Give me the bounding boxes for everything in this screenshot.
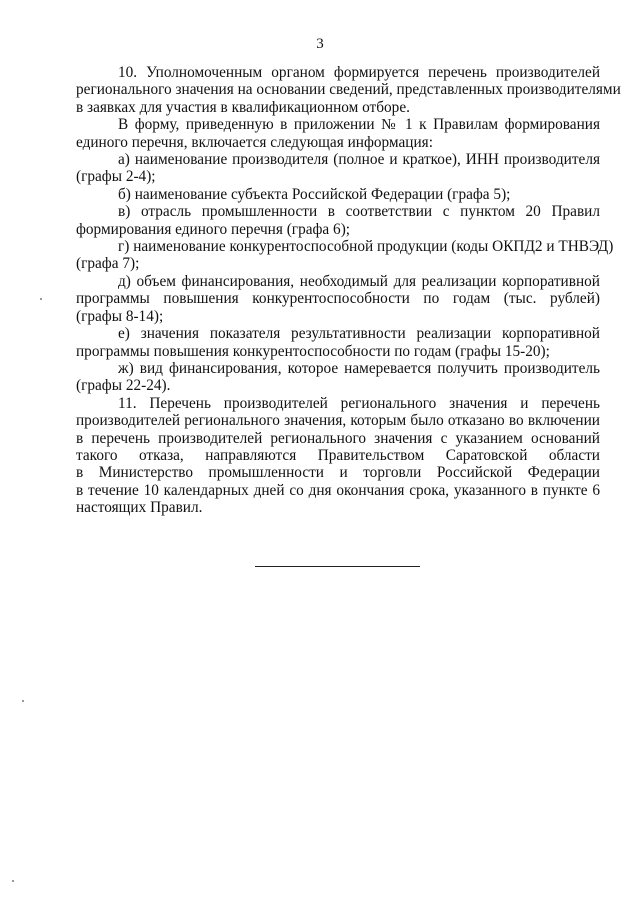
paragraph	[76, 325, 600, 360]
scan-mark	[40, 298, 42, 300]
text-line: программы повышения конкурентоспособности по годам (графы 15-20);	[76, 342, 550, 360]
text-line: в) отрасль промышленности в соответствии с пунктом 20 Правил	[118, 203, 600, 221]
paragraph	[76, 116, 600, 151]
paragraph	[76, 64, 621, 116]
text-line: (графа 7);	[76, 255, 140, 273]
scan-mark	[12, 880, 14, 882]
text-line: формирования единого перечня (графа 6);	[76, 220, 351, 238]
text-line: единого перечня, включается следующая информация:	[76, 133, 433, 151]
paragraph	[76, 360, 600, 395]
text-line: а) наименование производителя (полное и краткое), ИНН производителя	[118, 151, 600, 169]
text-line: 11. Перечень производителей регионального значения и перечень	[118, 394, 600, 412]
paragraph	[76, 151, 600, 186]
text-line: (графы 2-4);	[76, 168, 156, 186]
text-line: программы повышения конкурентоспособности по годам (тыс. рублей)	[76, 290, 600, 308]
text-line: в заявках для участия в квалификационном отборе.	[76, 98, 410, 116]
text-line: В форму, приведенную в приложении № 1 к Правилам формирования	[118, 116, 600, 134]
text-line: (графы 22-24).	[76, 377, 171, 395]
page-number: 3	[316, 36, 324, 52]
text-line: г) наименование конкурентоспособной продукции (коды ОКПД2 и ТНВЭД)	[118, 238, 614, 256]
document-body	[76, 64, 621, 517]
text-line: б) наименование субъекта Российской Федерации (графа 5);	[118, 185, 511, 203]
end-separator-line	[255, 566, 420, 567]
text-line: (графы 8-14);	[76, 307, 164, 325]
scan-mark	[22, 700, 24, 702]
paragraph	[76, 273, 600, 325]
text-line: д) объем финансирования, необходимый для реализации корпоративной	[118, 272, 600, 290]
paragraph	[76, 395, 600, 517]
paragraph	[76, 238, 614, 273]
text-line: в перечень производителей регионального значения с указанием оснований	[76, 429, 600, 447]
paragraph	[76, 203, 600, 238]
text-line: в течение 10 календарных дней со дня окончания срока, указанного в пункте 6	[76, 481, 600, 499]
text-line: настоящих Правил.	[76, 499, 203, 517]
paragraph	[76, 186, 600, 203]
text-line: производителей регионального значения, которым было отказано во включении	[76, 412, 600, 430]
text-line: 10. Уполномоченным органом формируется перечень производителей	[118, 64, 600, 81]
text-line: в Министерство промышленности и торговли Российской Федерации	[76, 464, 600, 482]
text-line: такого отказа, направляются Правительством Саратовской области	[76, 446, 600, 464]
text-line: е) значения показателя результативности реализации корпоративной	[118, 325, 600, 343]
text-line: регионального значения на основании сведений, представленных производителями	[76, 81, 621, 99]
text-line: ж) вид финансирования, которое намеревается получить производитель	[118, 359, 600, 377]
